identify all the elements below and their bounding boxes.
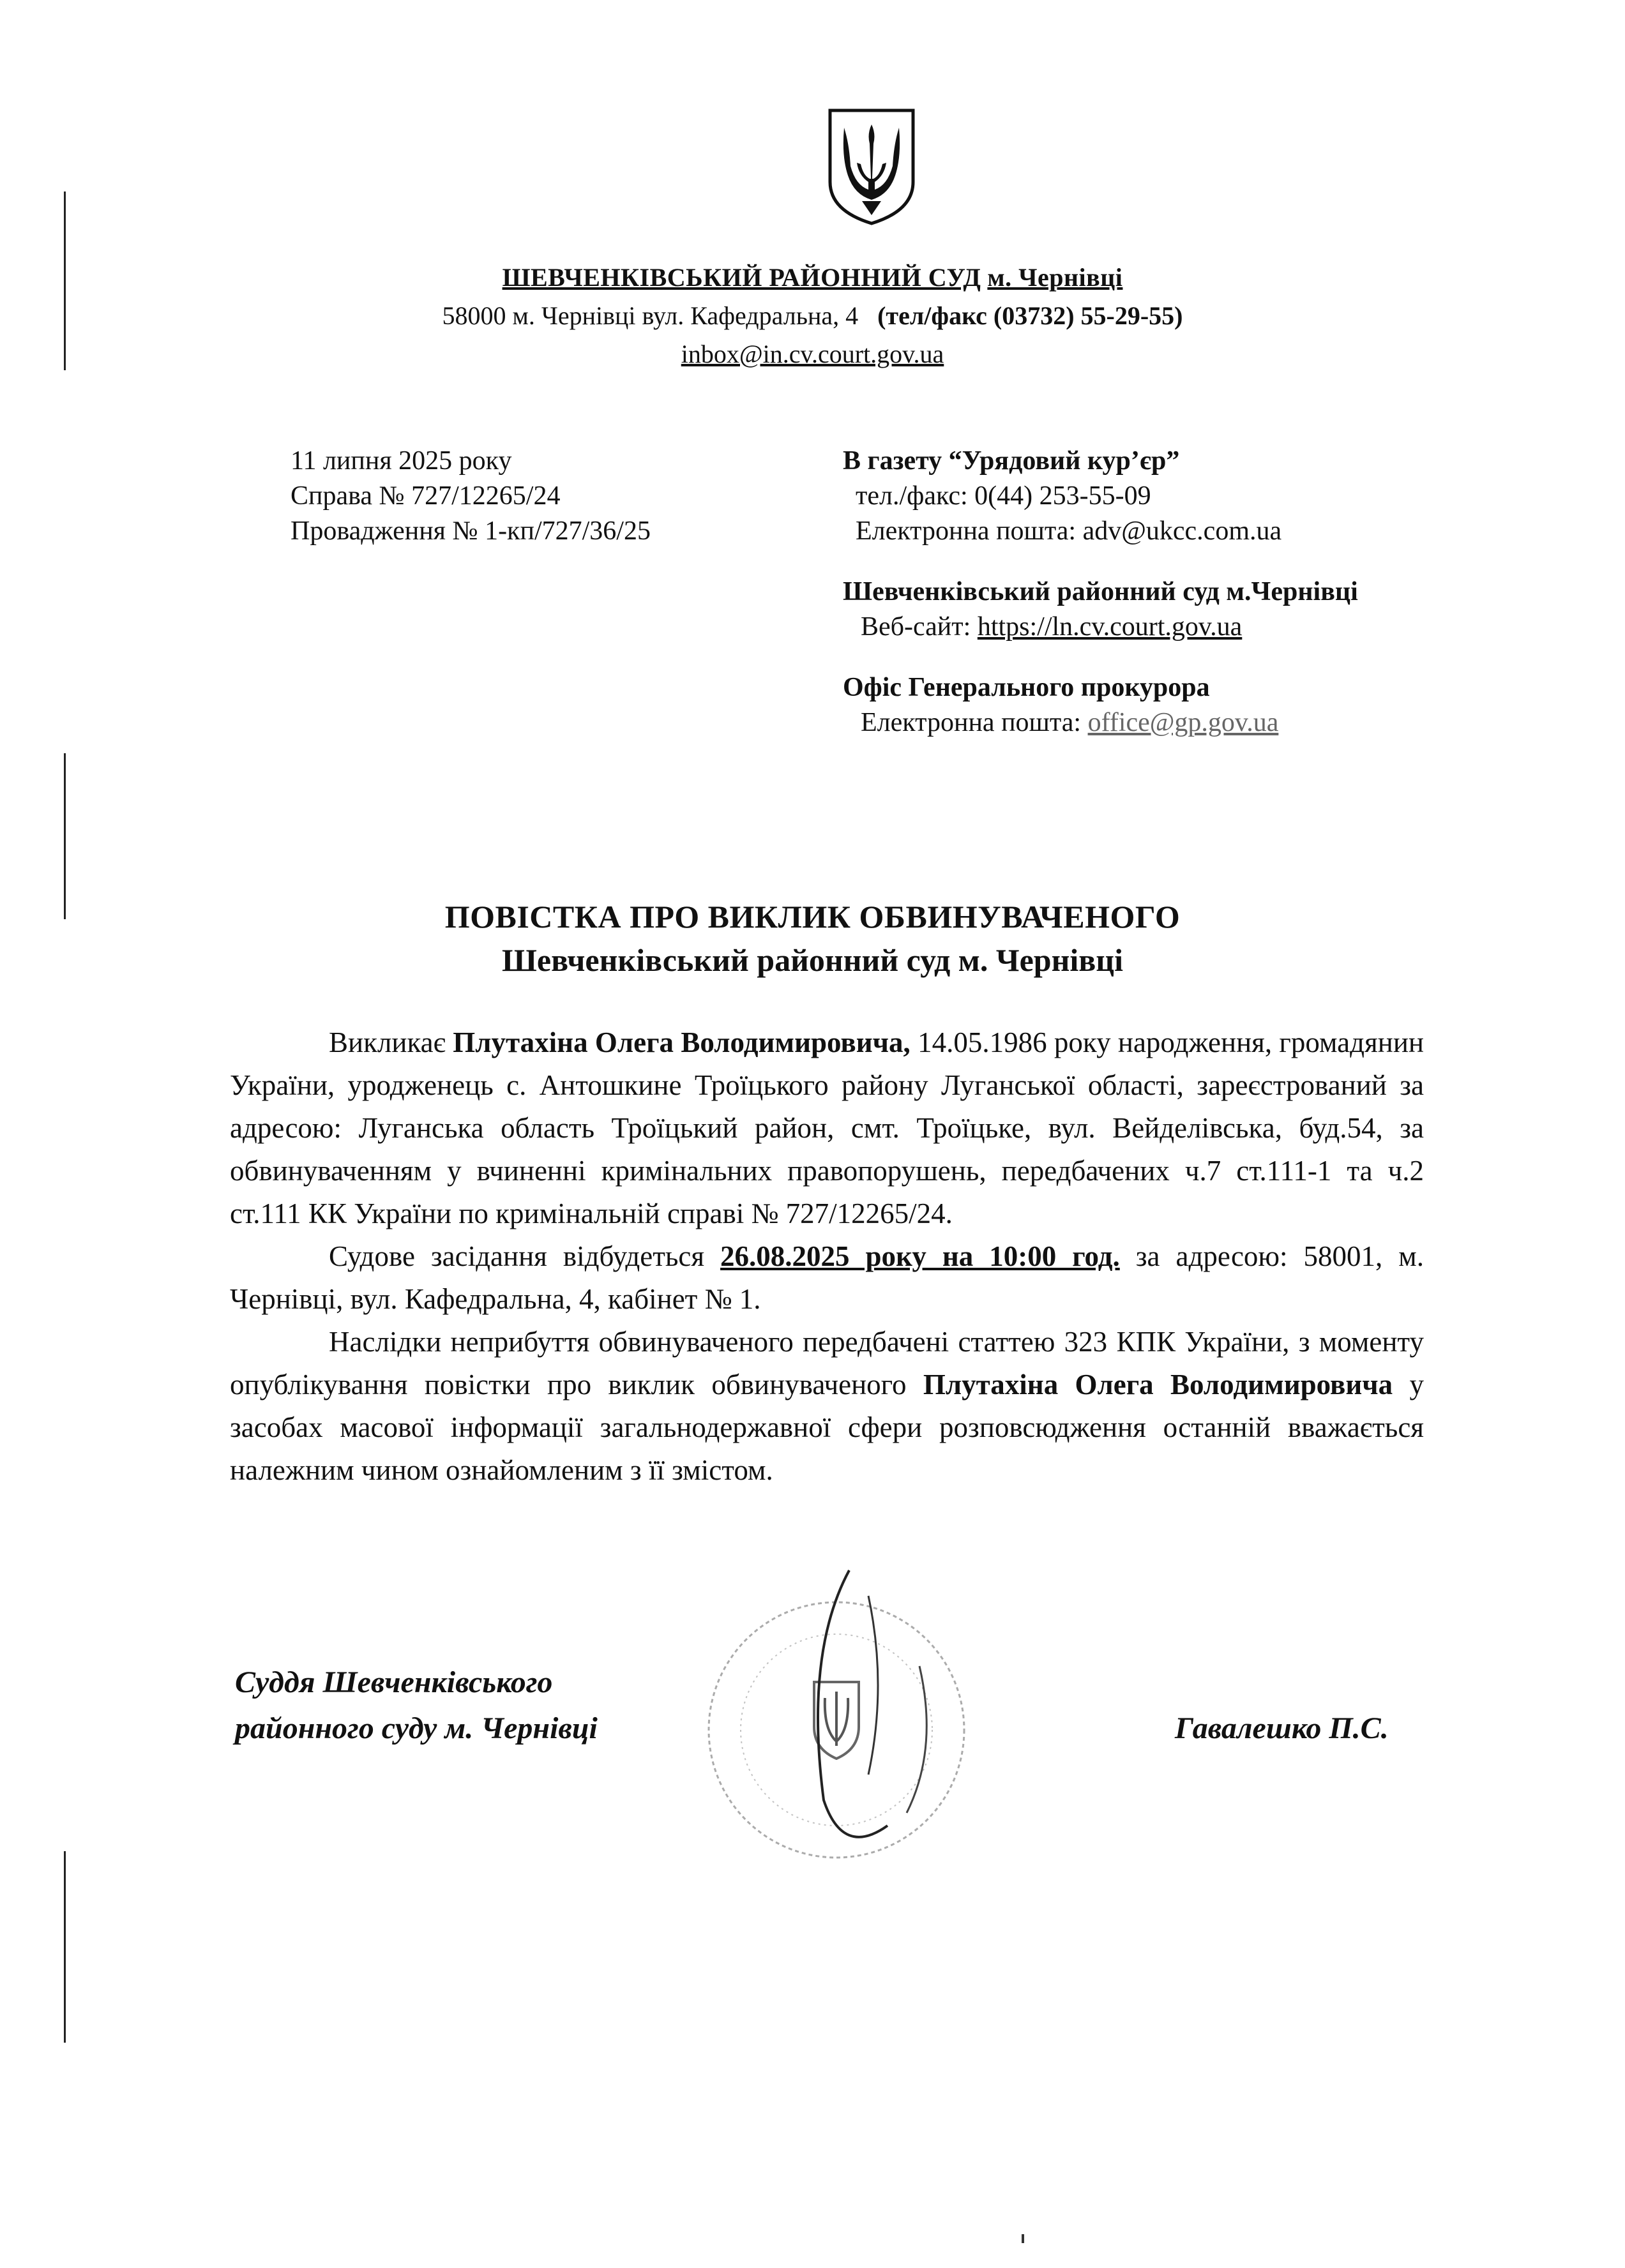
recipients-block (843, 444, 1358, 766)
accused-name: Плутахіна Олега Володимировича, (453, 1026, 911, 1058)
scan-edge-mark (64, 753, 66, 919)
title-court: Шевченківський районний суд м. Чернівці (502, 942, 1123, 978)
recipient-name: В газету “Урядовий кур’єр” (843, 446, 1180, 476)
court-header (0, 259, 1625, 373)
court-name: ШЕВЧЕНКІВСЬКИЙ РАЙОННИЙ СУД (502, 263, 981, 292)
trident-coat-of-arms-icon (824, 105, 919, 227)
judge-position-line1: Суддя Шевченківського (235, 1665, 553, 1699)
p1-lead: Викликає (329, 1026, 453, 1058)
p2-lead: Судове засідання відбудеться (329, 1240, 721, 1272)
recipient-court (843, 575, 1358, 645)
court-city: м. Чернівці (987, 263, 1123, 292)
court-address: 58000 м. Чернівці вул. Кафедральна, 4 (442, 301, 859, 330)
p3-text: у засобах масової інформації загальнодержавної сфери розповсюдження останній вважається належним чином ознайомленим з її змістом. (230, 1369, 1425, 1486)
recipient-email-label: Електронна пошта: (856, 516, 1083, 546)
paragraph-consequences (230, 1321, 1424, 1492)
court-seal-stamp-icon (677, 1558, 996, 1889)
accused-name: Плутахіна Олега Володимировича (923, 1369, 1393, 1401)
recipient-website-link[interactable]: https://ln.cv.court.gov.ua (977, 612, 1243, 642)
recipient-name: Шевченківський районний суд м.Чернівці (843, 577, 1358, 606)
court-phone: (тел/факс (03732) 55-29-55) (877, 301, 1183, 330)
recipient-prosecutor (843, 670, 1358, 740)
document-date: 11 липня 2025 року (291, 446, 512, 476)
scan-mark (1022, 2234, 1024, 2243)
document-title (0, 895, 1625, 982)
court-title (0, 259, 1625, 297)
recipient-phone: тел./факс: 0(44) 253-55-09 (856, 481, 1151, 511)
recipient-email: adv@ukcc.com.ua (1082, 516, 1282, 546)
summons-body (230, 1021, 1424, 1492)
court-email: inbox@in.cv.court.gov.ua (681, 340, 944, 368)
p2-text: за адресою: 58001, м. Чернівці, вул. Кафедральна, 4, кабінет № 1. (230, 1240, 1424, 1315)
scan-edge-mark (64, 1851, 66, 2043)
recipient-newspaper (843, 444, 1358, 549)
p3-lead: Наслідки неприбуття обвинуваченого передбачені статтею 323 КПК України, з моменту опублікування повістки про виклик обвинуваченого (230, 1326, 1424, 1401)
court-address-line (0, 297, 1625, 335)
p1-text: 14.05.1986 року народження, громадянин України, уродженець с. Антошкине Троїцького району Луганської області, зареєстрований за адресою: Луганська область Троїцький район, смт. Троїцьке, вул. Вейделівська, буд.54, за обвинуваченням у вчиненні кримінальних правопорушень, передбачених ч.7 ст.111-1 та ч.2 ст.111 КК України по кримінальній справі № 727/12265/24. (230, 1026, 1424, 1229)
recipient-name: Офіс Генерального прокурора (843, 673, 1210, 702)
recipient-email-label: Електронна пошта: (861, 708, 1088, 737)
paragraph-summons (230, 1021, 1424, 1235)
document-meta (291, 444, 651, 549)
title-main: ПОВІСТКА ПРО ВИКЛИК ОБВИНУВАЧЕНОГО (444, 899, 1181, 935)
judge-position (235, 1660, 598, 1752)
judge-name: Гавалешко П.С. (1175, 1711, 1389, 1745)
judge-position-line2: районного суду м. Чернівці (235, 1711, 598, 1745)
recipient-website-label: Веб-сайт: (861, 612, 978, 642)
paragraph-hearing (230, 1235, 1424, 1321)
case-number: Справа № 727/12265/24 (291, 481, 561, 511)
recipient-email-link[interactable]: office@gp.gov.ua (1087, 708, 1279, 737)
proceeding-number: Провадження № 1-кп/727/36/25 (291, 516, 651, 546)
hearing-datetime: 26.08.2025 року на 10:00 год. (720, 1240, 1120, 1272)
